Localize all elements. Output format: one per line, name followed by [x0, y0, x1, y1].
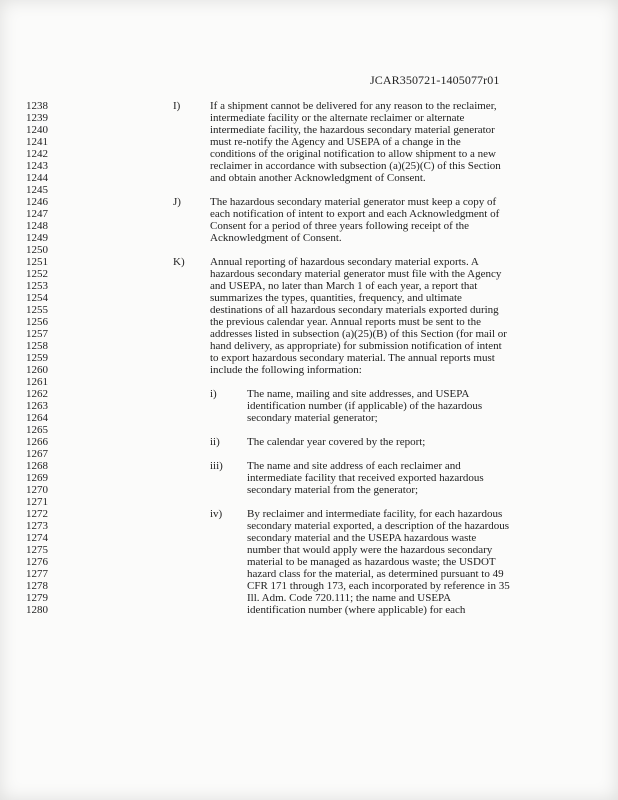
- line-number: 1276: [26, 556, 48, 568]
- line-number: 1269: [26, 472, 48, 484]
- line-number: 1256: [26, 316, 48, 328]
- text-line: identification number (where applicable) for each: [247, 604, 466, 616]
- text-line: By reclaimer and intermediate facility, for each hazardous: [247, 508, 503, 520]
- subparagraph-label: ii): [210, 436, 220, 448]
- line-number: 1250: [26, 244, 48, 256]
- text-line: The name, mailing and site addresses, and USEPA: [247, 388, 470, 400]
- text-line: intermediate facility that received exported hazardous: [247, 472, 484, 484]
- text-line: include the following information:: [210, 364, 362, 376]
- text-line: The name and site address of each reclaimer and: [247, 460, 461, 472]
- subparagraph-ii: [210, 436, 553, 448]
- subparagraph-text: [247, 436, 547, 448]
- subparagraph-label: iv): [210, 508, 223, 520]
- subparagraph-text: [247, 508, 547, 616]
- line-number: 1264: [26, 412, 48, 424]
- text-line: Annual reporting of hazardous secondary material exports. A: [210, 256, 479, 268]
- line-number: 1246: [26, 196, 48, 208]
- text-line: destinations of all hazardous secondary materials exported during: [210, 304, 499, 316]
- text-line: conditions of the original notification to allow shipment to a new: [210, 148, 496, 160]
- paragraph-text: [210, 196, 553, 244]
- paragraph-label: I): [173, 100, 181, 112]
- line-number: 1239: [26, 112, 48, 124]
- subparagraph-iii: [210, 460, 553, 496]
- text-line: identification number (if applicable) of the hazardous: [247, 400, 483, 412]
- paragraph-text: [210, 256, 553, 376]
- subparagraph-i: [210, 388, 553, 424]
- document-body: [173, 100, 553, 616]
- text-line: intermediate facility or the alternate reclaimer or alternate: [210, 112, 465, 124]
- line-number: 1242: [26, 148, 48, 160]
- line-number: 1268: [26, 460, 48, 472]
- text-line: CFR 171 through 173, each incorporated by reference in 35: [247, 580, 510, 592]
- line-number: 1262: [26, 388, 48, 400]
- text-line: secondary material generator;: [247, 412, 378, 424]
- subparagraph-label: i): [210, 388, 217, 400]
- text-line: Ill. Adm. Code 720.111; the name and USEPA: [247, 592, 452, 604]
- paragraph-label: J): [173, 196, 181, 208]
- text-line: hand delivery, as appropriate) for submission notification of intent: [210, 340, 502, 352]
- line-number: 1251: [26, 256, 48, 268]
- text-line: number that would apply were the hazardous secondary: [247, 544, 493, 556]
- line-number: 1248: [26, 220, 48, 232]
- line-number: 1253: [26, 280, 48, 292]
- subparagraph-iv: [210, 508, 553, 616]
- text-line: summarizes the types, quantities, frequency, and ultimate: [210, 292, 462, 304]
- line-number: 1258: [26, 340, 48, 352]
- paragraph-label: K): [173, 256, 185, 268]
- line-number: 1277: [26, 568, 48, 580]
- line-number: 1254: [26, 292, 48, 304]
- paragraph-k: [173, 256, 553, 376]
- line-number: 1275: [26, 544, 48, 556]
- text-line: secondary material from the generator;: [247, 484, 419, 496]
- line-number: 1240: [26, 124, 48, 136]
- line-number: 1249: [26, 232, 48, 244]
- line-number: 1244: [26, 172, 48, 184]
- line-number: 1271: [26, 496, 48, 508]
- text-line: Acknowledgment of Consent.: [210, 232, 342, 244]
- line-number: 1280: [26, 604, 48, 616]
- text-line: to export hazardous secondary material. The annual reports must: [210, 352, 495, 364]
- line-number: 1279: [26, 592, 48, 604]
- text-line: If a shipment cannot be delivered for any reason to the reclaimer,: [210, 100, 497, 112]
- line-number: 1263: [26, 400, 48, 412]
- text-line: and USEPA, no later than March 1 of each year, a report that: [210, 280, 478, 292]
- document-id: JCAR350721-1405077r01: [370, 73, 500, 87]
- text-line: hazardous secondary material generator must file with the Agency: [210, 268, 502, 280]
- line-number: 1259: [26, 352, 48, 364]
- text-line: addresses listed in subsection (a)(25)(B) of this Section (for mail or: [210, 328, 507, 340]
- text-line: intermediate facility, the hazardous secondary material generator: [210, 124, 495, 136]
- line-number-gutter: [26, 100, 48, 616]
- subparagraph-label: iii): [210, 460, 223, 472]
- text-line: each notification of intent to export and each Acknowledgment of: [210, 208, 500, 220]
- line-number: 1257: [26, 328, 48, 340]
- line-number: 1278: [26, 580, 48, 592]
- line-number: 1261: [26, 376, 48, 388]
- subparagraph-text: [247, 388, 547, 424]
- line-number: 1252: [26, 268, 48, 280]
- text-line: The hazardous secondary material generator must keep a copy of: [210, 196, 497, 208]
- line-number: 1243: [26, 160, 48, 172]
- line-number: 1245: [26, 184, 48, 196]
- text-line: the previous calendar year. Annual reports must be sent to the: [210, 316, 481, 328]
- line-number: 1266: [26, 436, 48, 448]
- line-number: 1255: [26, 304, 48, 316]
- text-line: secondary material and the USEPA hazardous waste: [247, 532, 477, 544]
- line-number: 1238: [26, 100, 48, 112]
- subparagraph-text: [247, 460, 547, 496]
- line-number: 1273: [26, 520, 48, 532]
- line-number: 1247: [26, 208, 48, 220]
- text-line: Consent for a period of three years following receipt of the: [210, 220, 470, 232]
- paragraph-i: [173, 100, 553, 184]
- text-line: The calendar year covered by the report;: [247, 436, 426, 448]
- text-line: material to be managed as hazardous waste; the USDOT: [247, 556, 496, 568]
- text-line: must re-notify the Agency and USEPA of a change in the: [210, 136, 461, 148]
- line-number: 1265: [26, 424, 48, 436]
- line-number: 1260: [26, 364, 48, 376]
- paragraph-text: [210, 100, 553, 184]
- text-line: secondary material exported, a description of the hazardous: [247, 520, 510, 532]
- paragraph-j: [173, 196, 553, 244]
- line-number: 1267: [26, 448, 48, 460]
- line-number: 1272: [26, 508, 48, 520]
- line-number: 1274: [26, 532, 48, 544]
- text-line: reclaimer in accordance with subsection (a)(25)(C) of this Section: [210, 160, 501, 172]
- text-line: hazard class for the material, as determined pursuant to 49: [247, 568, 504, 580]
- line-number: 1270: [26, 484, 48, 496]
- text-line: and obtain another Acknowledgment of Consent.: [210, 172, 426, 184]
- line-number: 1241: [26, 136, 48, 148]
